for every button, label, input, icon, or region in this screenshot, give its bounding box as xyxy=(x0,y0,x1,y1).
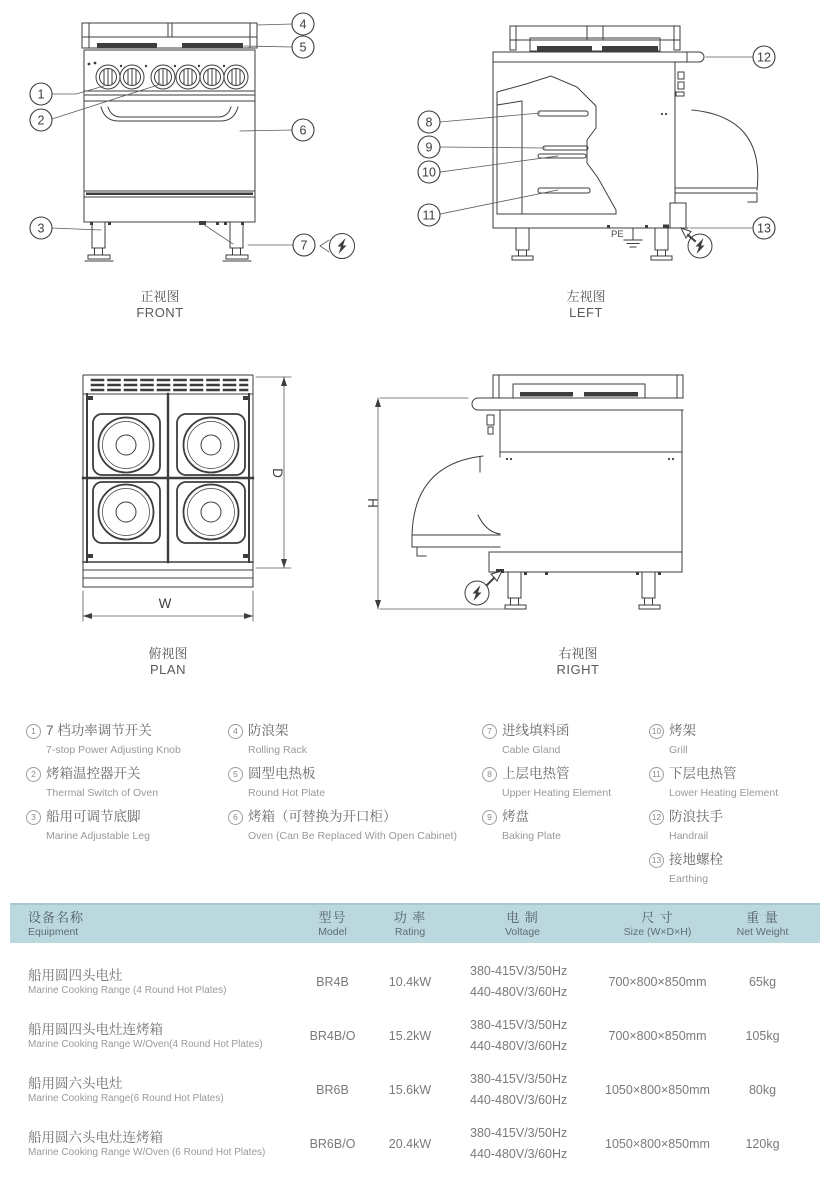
callout-8 xyxy=(418,111,440,133)
size-cell: 1050×800×850mm xyxy=(605,1137,710,1151)
control-knobs xyxy=(96,65,248,89)
voltage-line-1: 380-415V/3/50Hz xyxy=(470,1018,568,1033)
equipment-en: Marine Cooking Range W/Oven (6 Round Hot Plates) xyxy=(28,1147,266,1159)
svg-text:11: 11 xyxy=(422,208,436,223)
col-rating-en: Rating xyxy=(394,925,426,938)
table-row xyxy=(10,955,820,1009)
legend-zh: 烤架 xyxy=(669,723,696,738)
legend-column-1 xyxy=(26,722,181,851)
col-weight-zh: 重 量 xyxy=(746,909,779,925)
table-row xyxy=(10,1063,820,1117)
callout-11 xyxy=(418,204,440,226)
legend-en: 7-stop Power Adjusting Knob xyxy=(46,744,181,756)
callout-2 xyxy=(30,109,52,131)
equipment-zh: 船用圆六头电灶 xyxy=(28,1075,123,1091)
callout-12 xyxy=(753,46,775,68)
legend-item xyxy=(228,722,457,758)
front-caption-zh: 正视图 xyxy=(140,289,180,304)
legend-num-circle: 2 xyxy=(26,767,41,782)
legend-en: Round Hot Plate xyxy=(248,787,326,799)
voltage-line-2: 440-480V/3/60Hz xyxy=(470,1039,568,1053)
legend-zh: 接地螺栓 xyxy=(669,852,723,867)
col-model xyxy=(300,910,365,938)
legend-column-2 xyxy=(228,722,457,851)
power-supply-icon xyxy=(320,234,355,259)
callout-6 xyxy=(292,119,314,141)
voltage-cell xyxy=(455,1123,590,1164)
legend-column-3 xyxy=(482,722,611,851)
voltage-line-2: 440-480V/3/60Hz xyxy=(470,1093,568,1107)
legend-item xyxy=(649,722,778,758)
legend-column-4 xyxy=(649,722,778,894)
equipment-en: Marine Cooking Range(6 Round Hot Plates) xyxy=(28,1093,224,1105)
svg-text:6: 6 xyxy=(299,123,307,138)
legend-en: Upper Heating Element xyxy=(502,787,612,799)
legend-num-circle: 6 xyxy=(228,810,243,825)
plan-caption-en: PLAN xyxy=(150,662,186,678)
legend-zh: 上层电热管 xyxy=(502,766,570,781)
front-view-caption xyxy=(100,289,220,322)
spec-table-header xyxy=(10,903,820,943)
legend-zh: 烤箱（可替换为开口柜） xyxy=(248,809,397,824)
voltage-cell xyxy=(455,1015,590,1056)
legend-zh: 7 档功率调节开关 xyxy=(46,723,152,738)
legend-en: Oven (Can Be Replaced With Open Cabinet) xyxy=(248,830,457,842)
voltage-line-2: 440-480V/3/60Hz xyxy=(470,985,568,999)
dimension-h xyxy=(375,398,505,609)
open-oven-door xyxy=(412,456,483,535)
legend-zh: 下层电热管 xyxy=(669,766,737,781)
spec-table-body xyxy=(10,943,820,1171)
svg-text:1: 1 xyxy=(37,87,45,102)
voltage-line-2: 440-480V/3/60Hz xyxy=(470,1147,568,1161)
weight-cell: 80kg xyxy=(748,1083,777,1097)
legend-en: Grill xyxy=(669,744,688,756)
pe-label: PE xyxy=(611,229,624,240)
legend-num-circle: 8 xyxy=(482,767,497,782)
svg-text:13: 13 xyxy=(757,221,771,236)
svg-text:4: 4 xyxy=(299,17,307,32)
callout-13 xyxy=(753,217,775,239)
size-cell: 1050×800×850mm xyxy=(605,1083,710,1097)
svg-text:7: 7 xyxy=(300,238,308,253)
callout-10 xyxy=(418,161,440,183)
legend-en: Cable Gland xyxy=(502,744,561,756)
model-cell: BR4B xyxy=(316,975,349,989)
legend-en: Baking Plate xyxy=(502,830,561,842)
callout-9 xyxy=(418,136,440,158)
callout-1 xyxy=(30,83,52,105)
right-view-caption xyxy=(518,646,638,679)
legend-num-circle: 3 xyxy=(26,810,41,825)
right-view-drawing xyxy=(375,375,683,609)
legend-item xyxy=(482,808,611,844)
legend-en: Lower Heating Element xyxy=(669,787,779,799)
svg-text:2: 2 xyxy=(37,113,45,128)
weight-cell: 120kg xyxy=(745,1137,780,1151)
left-view-drawing xyxy=(440,26,758,260)
front-view-drawing xyxy=(52,23,355,261)
col-size-en: Size (W×D×H) xyxy=(623,925,692,938)
col-equipment xyxy=(28,910,300,938)
callout-4 xyxy=(292,13,314,35)
rating-cell: 15.2kW xyxy=(388,1029,432,1043)
col-voltage-en: Voltage xyxy=(504,925,541,938)
col-size xyxy=(590,910,725,938)
legend-num-circle: 12 xyxy=(649,810,664,825)
right-caption-zh: 右视图 xyxy=(558,646,598,661)
size-cell: 700×800×850mm xyxy=(608,975,707,989)
equipment-cell xyxy=(28,967,300,998)
plan-view-caption xyxy=(108,646,228,679)
callout-7 xyxy=(293,234,315,256)
legend-num-circle: 1 xyxy=(26,724,41,739)
svg-text:9: 9 xyxy=(425,140,433,155)
col-weight-en: Net Weight xyxy=(736,925,789,938)
dim-h-label: H xyxy=(365,498,380,508)
voltage-line-1: 380-415V/3/50Hz xyxy=(470,964,568,979)
power-supply-icon xyxy=(465,571,502,605)
legend-zh: 进线填料函 xyxy=(502,723,570,738)
equipment-zh: 船用圆四头电灶连烤箱 xyxy=(28,1021,163,1037)
power-supply-icon xyxy=(681,228,712,258)
col-size-zh: 尺 寸 xyxy=(641,909,674,925)
table-row xyxy=(10,1009,820,1063)
col-rating-zh: 功 率 xyxy=(393,909,427,925)
legend-item xyxy=(26,808,181,844)
model-cell: BR4B/O xyxy=(309,1029,356,1043)
equipment-zh: 船用圆六头电灶连烤箱 xyxy=(28,1129,163,1145)
legend-num-circle: 4 xyxy=(228,724,243,739)
equipment-cell xyxy=(28,1075,300,1106)
svg-text:12: 12 xyxy=(757,50,771,65)
col-weight xyxy=(725,910,800,938)
legend-en: Marine Adjustable Leg xyxy=(46,830,150,842)
plan-caption-zh: 俯视图 xyxy=(148,646,188,661)
legend-item xyxy=(228,808,457,844)
left-view-caption xyxy=(526,289,646,322)
legend-num-circle: 13 xyxy=(649,853,664,868)
legend-zh: 烤箱温控器开关 xyxy=(46,766,141,781)
callout-3 xyxy=(30,217,52,239)
table-row xyxy=(10,1117,820,1171)
voltage-cell xyxy=(455,961,590,1002)
legend-num-circle: 11 xyxy=(649,767,664,782)
handrail xyxy=(687,52,704,62)
right-caption-en: RIGHT xyxy=(556,662,600,678)
equipment-zh: 船用圆四头电灶 xyxy=(28,967,123,983)
legend-item xyxy=(26,722,181,758)
rating-cell: 20.4kW xyxy=(388,1137,432,1151)
legend-item xyxy=(649,808,778,844)
voltage-cell xyxy=(455,1069,590,1110)
equipment-cell xyxy=(28,1129,300,1160)
upper-heating-element xyxy=(538,111,588,116)
legend-zh: 防浪扶手 xyxy=(669,809,723,824)
legend-num-circle: 9 xyxy=(482,810,497,825)
col-equipment-en: Equipment xyxy=(28,925,79,938)
plan-view-drawing xyxy=(83,375,291,621)
legend-num-circle: 7 xyxy=(482,724,497,739)
svg-text:5: 5 xyxy=(299,40,307,55)
dim-d-label: D xyxy=(270,468,285,478)
legend-item xyxy=(482,722,611,758)
legend-num-circle: 5 xyxy=(228,767,243,782)
legend-item xyxy=(649,765,778,801)
legend-item xyxy=(482,765,611,801)
legend-en: Thermal Switch of Oven xyxy=(46,787,159,799)
equipment-cell xyxy=(28,1021,300,1052)
col-rating xyxy=(365,910,455,938)
callout-5 xyxy=(292,36,314,58)
earth-ground-symbol xyxy=(624,228,642,247)
legend-num-circle: 10 xyxy=(649,724,664,739)
legend-item xyxy=(649,851,778,887)
svg-text:8: 8 xyxy=(425,115,433,130)
model-cell: BR6B/O xyxy=(309,1137,356,1151)
equipment-en: Marine Cooking Range W/Oven(4 Round Hot Plates) xyxy=(28,1039,263,1051)
svg-text:3: 3 xyxy=(37,221,45,236)
col-voltage-zh: 电 制 xyxy=(506,909,539,925)
baking-plate xyxy=(543,146,588,150)
legend-en: Rolling Rack xyxy=(248,744,307,756)
size-cell: 700×800×850mm xyxy=(608,1029,707,1043)
voltage-line-1: 380-415V/3/50Hz xyxy=(470,1126,568,1141)
dim-w-label: W xyxy=(158,596,172,611)
svg-text:10: 10 xyxy=(422,165,436,180)
col-voltage xyxy=(455,910,590,938)
rating-cell: 10.4kW xyxy=(388,975,432,989)
legend-zh: 防浪架 xyxy=(248,723,289,738)
legend-zh: 船用可调节底脚 xyxy=(46,809,141,824)
left-caption-zh: 左视图 xyxy=(566,289,606,304)
legend-zh: 圆型电热板 xyxy=(248,766,316,781)
legend-zh: 烤盘 xyxy=(502,809,529,824)
equipment-en: Marine Cooking Range (4 Round Hot Plates) xyxy=(28,985,227,997)
col-model-en: Model xyxy=(318,925,347,938)
weight-cell: 105kg xyxy=(745,1029,780,1043)
left-caption-en: LEFT xyxy=(569,305,603,321)
legend-en: Earthing xyxy=(669,873,709,885)
weight-cell: 65kg xyxy=(748,975,777,989)
col-model-zh: 型号 xyxy=(318,909,347,925)
voltage-line-1: 380-415V/3/50Hz xyxy=(470,1072,568,1087)
legend-en: Handrail xyxy=(669,830,709,842)
legend-item xyxy=(228,765,457,801)
col-equipment-zh: 设备名称 xyxy=(28,909,85,925)
model-cell: BR6B xyxy=(316,1083,349,1097)
rating-cell: 15.6kW xyxy=(388,1083,432,1097)
legend-item xyxy=(26,765,181,801)
front-caption-en: FRONT xyxy=(136,305,184,321)
